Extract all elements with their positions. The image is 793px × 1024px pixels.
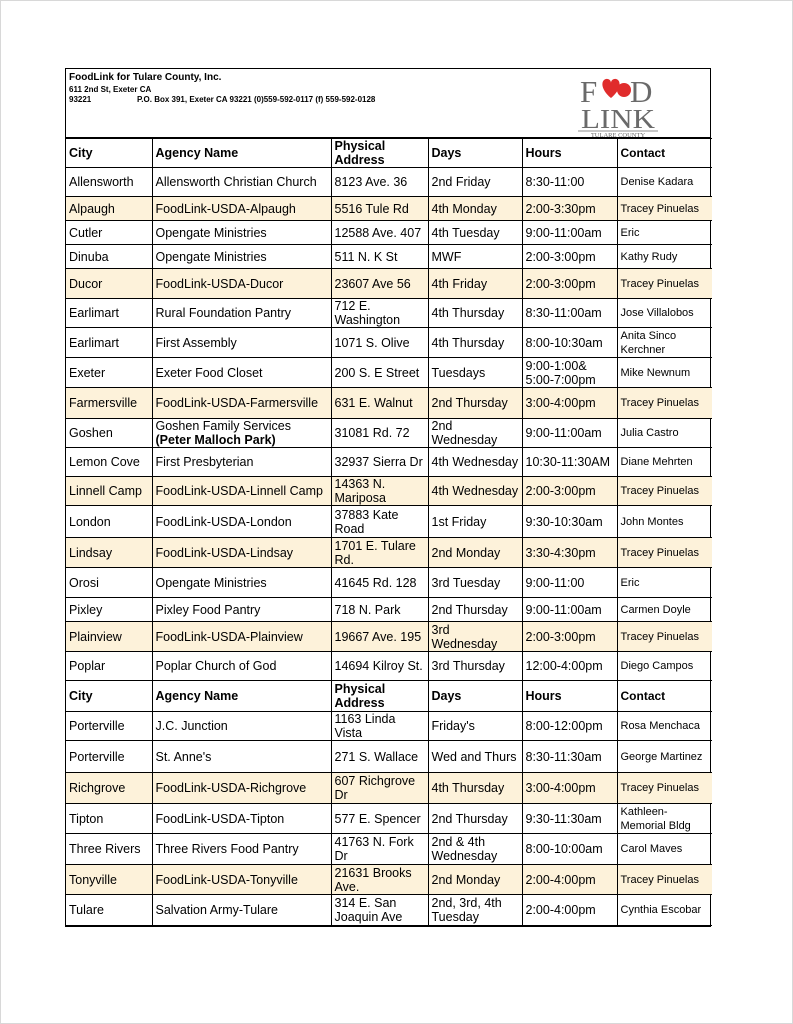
- table-row: [66, 622, 712, 652]
- cell-physical-address: 21631 Brooks Ave.: [331, 865, 428, 895]
- cell-agency-name: FoodLink-USDA-Linnell Camp: [152, 477, 331, 506]
- cell-contact: Denise Kadara: [617, 168, 712, 197]
- cell-city: Allensworth: [66, 168, 152, 197]
- cell-contact: Tracey Pinuelas: [617, 865, 712, 895]
- cell-physical-address: 8123 Ave. 36: [331, 168, 428, 197]
- cell-days: Wed and Thurs: [428, 741, 522, 773]
- table-row: [66, 221, 712, 245]
- table-row: [66, 895, 712, 926]
- cell-hours: 9:00-11:00: [522, 568, 617, 598]
- cell-days: 2nd Monday: [428, 865, 522, 895]
- cell-physical-address: 1071 S. Olive: [331, 328, 428, 358]
- cell-hours: 9:30-10:30am: [522, 506, 617, 538]
- cell-physical-address: 511 N. K St: [331, 245, 428, 269]
- cell-physical-address: 23607 Ave 56: [331, 269, 428, 299]
- cell-physical-address: 12588 Ave. 407: [331, 221, 428, 245]
- table-row: [66, 168, 712, 197]
- cell-agency-name: First Presbyterian: [152, 448, 331, 477]
- cell-agency-name: FoodLink-USDA-Alpaugh: [152, 197, 331, 221]
- table-row: [66, 197, 712, 221]
- header-physical-address: Physical Address: [331, 681, 428, 712]
- cell-contact: Kathleen-Memorial Bldg: [617, 804, 712, 834]
- logo-word-link: LINK: [581, 104, 656, 134]
- cell-days: 4th Tuesday: [428, 221, 522, 245]
- cell-physical-address: 631 E. Walnut: [331, 388, 428, 419]
- cell-contact: Tracey Pinuelas: [617, 197, 712, 221]
- cell-contact: Tracey Pinuelas: [617, 269, 712, 299]
- cell-physical-address: 37883 Kate Road: [331, 506, 428, 538]
- cell-agency-name: Salvation Army-Tulare: [152, 895, 331, 926]
- cell-agency-name: J.C. Junction: [152, 712, 331, 741]
- foodlink-logo: [578, 71, 658, 137]
- cell-contact: Eric: [617, 221, 712, 245]
- cell-city: Tonyville: [66, 865, 152, 895]
- cell-city: Tulare: [66, 895, 152, 926]
- cell-days: MWF: [428, 245, 522, 269]
- cell-agency-name: FoodLink-USDA-Tonyville: [152, 865, 331, 895]
- cell-city: Orosi: [66, 568, 152, 598]
- cell-days: 3rd Thursday: [428, 652, 522, 681]
- cell-physical-address: 14694 Kilroy St.: [331, 652, 428, 681]
- cell-physical-address: 577 E. Spencer: [331, 804, 428, 834]
- cell-city: Lindsay: [66, 538, 152, 568]
- table-row: [66, 245, 712, 269]
- table-row: [66, 299, 712, 328]
- cell-hours: 8:30-11:00: [522, 168, 617, 197]
- cell-contact: Cynthia Escobar: [617, 895, 712, 926]
- table-row: [66, 328, 712, 358]
- cell-days: 4th Thursday: [428, 773, 522, 804]
- table-row: [66, 804, 712, 834]
- cell-city: London: [66, 506, 152, 538]
- cell-physical-address: 1701 E. Tulare Rd.: [331, 538, 428, 568]
- header-hours: Hours: [522, 139, 617, 168]
- cell-physical-address: 1163 Linda Vista: [331, 712, 428, 741]
- cell-physical-address: 5516 Tule Rd: [331, 197, 428, 221]
- cell-hours: 9:30-11:30am: [522, 804, 617, 834]
- header-days: Days: [428, 681, 522, 712]
- table-row: [66, 538, 712, 568]
- cell-contact: Kathy Rudy: [617, 245, 712, 269]
- cell-contact: Carol Maves: [617, 834, 712, 865]
- table-row: [66, 388, 712, 419]
- cell-hours: 3:30-4:30pm: [522, 538, 617, 568]
- cell-days: Friday's: [428, 712, 522, 741]
- cell-hours: 3:00-4:00pm: [522, 773, 617, 804]
- cell-agency-name: St. Anne's: [152, 741, 331, 773]
- cell-contact: Tracey Pinuelas: [617, 773, 712, 804]
- cell-days: 4th Wednesday: [428, 477, 522, 506]
- cell-hours: 2:00-3:30pm: [522, 197, 617, 221]
- cell-agency-name: Opengate Ministries: [152, 221, 331, 245]
- cell-days: 4th Thursday: [428, 299, 522, 328]
- cell-city: Porterville: [66, 712, 152, 741]
- cell-agency-name: [152, 419, 331, 448]
- cell-contact: Carmen Doyle: [617, 598, 712, 622]
- cell-contact: Anita Sinco Kerchner: [617, 328, 712, 358]
- table-row: [66, 568, 712, 598]
- cell-physical-address: 32937 Sierra Dr: [331, 448, 428, 477]
- cell-city: Three Rivers: [66, 834, 152, 865]
- cell-city: Farmersville: [66, 388, 152, 419]
- table-row: [66, 865, 712, 895]
- table-row: [66, 419, 712, 448]
- cell-days: 2nd, 3rd, 4th Tuesday: [428, 895, 522, 926]
- logo-letter-f: F: [580, 74, 598, 109]
- cell-contact: Tracey Pinuelas: [617, 538, 712, 568]
- cell-contact: Tracey Pinuelas: [617, 388, 712, 419]
- cell-agency-name: First Assembly: [152, 328, 331, 358]
- header-hours: Hours: [522, 681, 617, 712]
- agency-name-text: Goshen Family Services: [155, 419, 291, 433]
- cell-days: 2nd Thursday: [428, 388, 522, 419]
- cell-physical-address: 718 N. Park: [331, 598, 428, 622]
- cell-agency-name: FoodLink-USDA-Lindsay: [152, 538, 331, 568]
- cell-agency-name: FoodLink-USDA-Tipton: [152, 804, 331, 834]
- column-header-row: [66, 681, 712, 712]
- cell-city: Dinuba: [66, 245, 152, 269]
- cell-physical-address: 314 E. San Joaquin Ave: [331, 895, 428, 926]
- cell-hours: 9:00-11:00am: [522, 221, 617, 245]
- cell-contact: Diego Campos: [617, 652, 712, 681]
- cell-city: Earlimart: [66, 328, 152, 358]
- org-name: FoodLink for Tulare County, Inc.: [69, 72, 222, 83]
- cell-agency-name: Rural Foundation Pantry: [152, 299, 331, 328]
- org-address: 611 2nd St, Exeter CA: [69, 85, 152, 94]
- cell-contact: George Martinez: [617, 741, 712, 773]
- header-contact: Contact: [617, 681, 712, 712]
- cell-city: Poplar: [66, 652, 152, 681]
- cell-agency-name: FoodLink-USDA-London: [152, 506, 331, 538]
- cell-city: Earlimart: [66, 299, 152, 328]
- cell-city: Tipton: [66, 804, 152, 834]
- org-po-phone-fax: P.O. Box 391, Exeter CA 93221 (0)559-592-0117 (f) 559-592-0128: [137, 95, 376, 104]
- cell-agency-name: Opengate Ministries: [152, 568, 331, 598]
- cell-city: Porterville: [66, 741, 152, 773]
- cell-city: Plainview: [66, 622, 152, 652]
- cell-city: Richgrove: [66, 773, 152, 804]
- cell-days: 4th Friday: [428, 269, 522, 299]
- cell-physical-address: 41645 Rd. 128: [331, 568, 428, 598]
- cell-hours: 2:00-4:00pm: [522, 865, 617, 895]
- cell-hours: 12:00-4:00pm: [522, 652, 617, 681]
- cell-hours: 2:00-3:00pm: [522, 477, 617, 506]
- cell-hours: 8:30-11:30am: [522, 741, 617, 773]
- cell-days: 4th Wednesday: [428, 448, 522, 477]
- cell-agency-name: Allensworth Christian Church: [152, 168, 331, 197]
- header-physical-address: Physical Address: [331, 139, 428, 168]
- cell-hours: 2:00-3:00pm: [522, 245, 617, 269]
- cell-agency-name: FoodLink-USDA-Plainview: [152, 622, 331, 652]
- logo-subtitle: TULARE COUNTY: [590, 132, 646, 137]
- cell-days: 2nd Thursday: [428, 804, 522, 834]
- header-agency-name: Agency Name: [152, 681, 331, 712]
- cell-contact: Eric: [617, 568, 712, 598]
- header-days: Days: [428, 139, 522, 168]
- cell-city: Goshen: [66, 419, 152, 448]
- header-city: City: [66, 681, 152, 712]
- table-row: [66, 652, 712, 681]
- cell-city: Lemon Cove: [66, 448, 152, 477]
- cell-physical-address: 31081 Rd. 72: [331, 419, 428, 448]
- cell-days: 2nd Wednesday: [428, 419, 522, 448]
- cell-city: Alpaugh: [66, 197, 152, 221]
- cell-hours: 8:00-10:00am: [522, 834, 617, 865]
- table-row: [66, 741, 712, 773]
- food-pantry-schedule: [65, 68, 711, 927]
- cell-agency-name: Three Rivers Food Pantry: [152, 834, 331, 865]
- cell-hours: 8:30-11:00am: [522, 299, 617, 328]
- cell-agency-name: FoodLink-USDA-Ducor: [152, 269, 331, 299]
- cell-hours: 9:00-1:00& 5:00-7:00pm: [522, 358, 617, 388]
- heart-icon-second: [617, 83, 631, 97]
- cell-contact: Mike Newnum: [617, 358, 712, 388]
- cell-physical-address: 14363 N. Mariposa: [331, 477, 428, 506]
- cell-contact: Tracey Pinuelas: [617, 477, 712, 506]
- table-row: [66, 506, 712, 538]
- cell-hours: 9:00-11:00am: [522, 598, 617, 622]
- cell-city: Linnell Camp: [66, 477, 152, 506]
- table-row: [66, 712, 712, 741]
- cell-days: 1st Friday: [428, 506, 522, 538]
- cell-hours: 9:00-11:00am: [522, 419, 617, 448]
- cell-contact: Rosa Menchaca: [617, 712, 712, 741]
- cell-contact: Julia Castro: [617, 419, 712, 448]
- document-header: [66, 69, 710, 138]
- cell-contact: Jose Villalobos: [617, 299, 712, 328]
- table-row: [66, 448, 712, 477]
- cell-agency-name: Poplar Church of God: [152, 652, 331, 681]
- cell-contact: Tracey Pinuelas: [617, 622, 712, 652]
- logo-letter-d: D: [630, 74, 653, 109]
- agency-location-note: (Peter Malloch Park): [155, 433, 276, 447]
- cell-physical-address: 712 E. Washington: [331, 299, 428, 328]
- cell-physical-address: 200 S. E Street: [331, 358, 428, 388]
- cell-physical-address: 19667 Ave. 195: [331, 622, 428, 652]
- cell-hours: 3:00-4:00pm: [522, 388, 617, 419]
- cell-days: 4th Monday: [428, 197, 522, 221]
- cell-city: Pixley: [66, 598, 152, 622]
- cell-hours: 2:00-3:00pm: [522, 269, 617, 299]
- header-agency-name: Agency Name: [152, 139, 331, 168]
- cell-city: Exeter: [66, 358, 152, 388]
- table-row: [66, 269, 712, 299]
- cell-physical-address: 41763 N. Fork Dr: [331, 834, 428, 865]
- cell-agency-name: Pixley Food Pantry: [152, 598, 331, 622]
- cell-days: 2nd Thursday: [428, 598, 522, 622]
- cell-contact: Diane Mehrten: [617, 448, 712, 477]
- cell-hours: 8:00-10:30am: [522, 328, 617, 358]
- table-row: [66, 358, 712, 388]
- cell-days: 3rd Wednesday: [428, 622, 522, 652]
- cell-physical-address: 607 Richgrove Dr: [331, 773, 428, 804]
- cell-city: Cutler: [66, 221, 152, 245]
- table-row: [66, 598, 712, 622]
- table-row: [66, 834, 712, 865]
- cell-days: 2nd Monday: [428, 538, 522, 568]
- cell-hours: 2:00-3:00pm: [522, 622, 617, 652]
- heart-icon: [602, 79, 619, 98]
- cell-contact: John Montes: [617, 506, 712, 538]
- cell-city: Ducor: [66, 269, 152, 299]
- cell-agency-name: Exeter Food Closet: [152, 358, 331, 388]
- cell-days: 2nd & 4th Wednesday: [428, 834, 522, 865]
- table-row: [66, 477, 712, 506]
- schedule-table: [66, 138, 712, 926]
- cell-agency-name: FoodLink-USDA-Farmersville: [152, 388, 331, 419]
- header-city: City: [66, 139, 152, 168]
- cell-agency-name: FoodLink-USDA-Richgrove: [152, 773, 331, 804]
- cell-hours: 2:00-4:00pm: [522, 895, 617, 926]
- header-contact: Contact: [617, 139, 712, 168]
- cell-hours: 8:00-12:00pm: [522, 712, 617, 741]
- cell-agency-name: Opengate Ministries: [152, 245, 331, 269]
- table-row: [66, 773, 712, 804]
- cell-physical-address: 271 S. Wallace: [331, 741, 428, 773]
- cell-days: 4th Thursday: [428, 328, 522, 358]
- cell-days: Tuesdays: [428, 358, 522, 388]
- cell-hours: 10:30-11:30AM: [522, 448, 617, 477]
- org-zip: 93221: [69, 95, 92, 104]
- column-header-row: [66, 139, 712, 168]
- cell-days: 2nd Friday: [428, 168, 522, 197]
- cell-days: 3rd Tuesday: [428, 568, 522, 598]
